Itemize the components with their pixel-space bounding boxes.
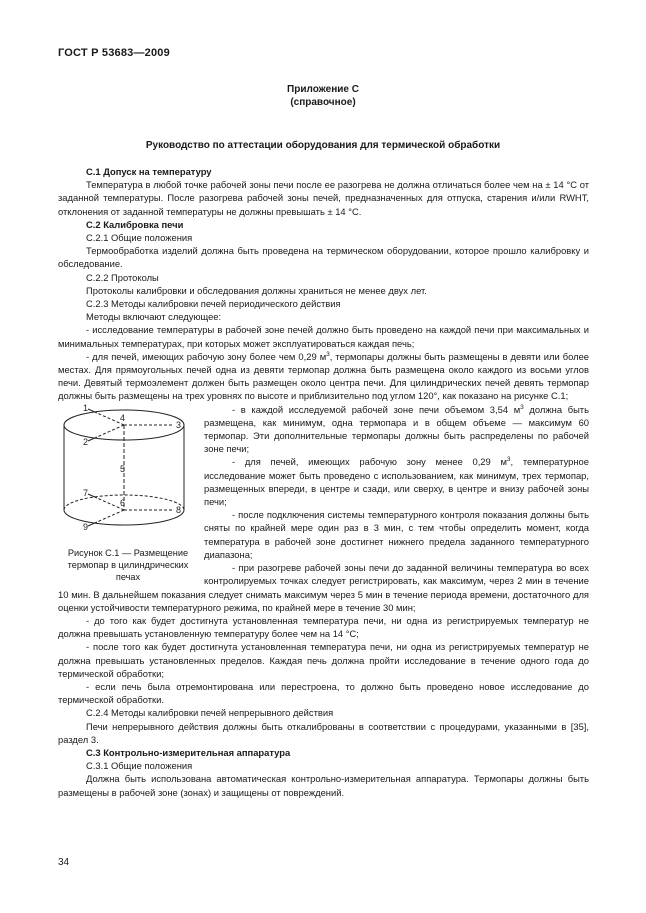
section-heading-c3: С.3 Контрольно-измерительная аппаратура <box>86 746 291 758</box>
thermocouple-label-5: 5 <box>120 463 126 474</box>
annex-title: Приложение С <box>287 84 359 95</box>
thermocouple-label-8: 8 <box>176 504 182 515</box>
section-heading-c1: С.1 Допуск на температуру <box>86 166 212 177</box>
paragraph: Термообработка изделий должна быть проведена на термическом оборудовании, которое прошло калибровку и обследование. <box>58 245 589 270</box>
document-body <box>58 165 589 799</box>
subsection-heading: С.2.1 Общие положения <box>86 232 193 244</box>
thermocouple-label-9: 9 <box>83 521 89 532</box>
thermocouple-label-3: 3 <box>176 419 182 430</box>
list-item: - для печей, имеющих рабочую зону менее 0,29 $м^3$, температурное исследование может быть проведено с использованием, как минимум, трех термопар, размещенных впереди, в центре и сзади, или сверху, в центре и внизу рабочей зоны печи; <box>204 456 589 508</box>
figure-block <box>58 403 589 614</box>
paragraph: Печи непрерывного действия должны быть откалиброваны в соответствии с процедурами, указанными в [35], раздел 3. <box>58 720 589 745</box>
paragraph: Протоколы калибровки и обследования должны храниться не менее двух лет. <box>86 284 427 296</box>
thermocouple-label-4: 4 <box>120 412 126 423</box>
main-title: Руководство по аттестации оборудования для термической обработки <box>145 140 501 151</box>
thermocouple-label-6: 6 <box>120 497 126 508</box>
subsection-heading: С.3.1 Общие положения <box>86 760 193 772</box>
figure <box>58 403 198 583</box>
figure-caption: Рисунок С.1 — Размещение термопар в цилиндрических печах <box>67 547 189 582</box>
document-code: ГОСТ Р 53683—2009 <box>58 47 170 59</box>
list-item: - в каждой исследуемой рабочей зоне печи объемом 3,54 $м^3$ должна быть размещена, как минимум, одна термопара и в общем объеме — максимум 60 термопар. Эти дополнительные термопары должны быть распределены по рабочей зоне печи; <box>204 403 589 455</box>
page-number: 34 <box>58 857 70 868</box>
subsection-heading: С.2.4 Методы калибровки печей непрерывного действия <box>86 707 334 719</box>
cylinder-diagram <box>58 403 198 545</box>
thermocouple-label-7: 7 <box>83 487 89 498</box>
list-item: - до того как будет достигнута установленная температура печи, ни одна из регистрируемых температур не должна превышать установленную температуру более чем на 14 °С; <box>58 614 589 640</box>
list-item: - для печей, имеющих рабочую зону более чем 0,29 $м^3$, термопары должны быть размещены в девяти или более местах. Для прямоугольных печей одна из девяти термопар должна быть размещена около каждого из восьми углов печи. Девятый термоэлемент должен быть размещен около центра печи. Для цилиндрических печей девять термопар должны быть размещены на трех уровнях по высоте и приблизительно под углом 120°, как показано на рисунке С.1; <box>58 350 590 402</box>
thermocouple-label-1: 1 <box>83 402 89 413</box>
subsection-heading: С.2.3 Методы калибровки печей периодического действия <box>86 298 341 310</box>
paragraph: Температура в любой точке рабочей зоны печи после ее разогрева не должна отличаться более чем на ± 14 °С от заданной температуры. После разогрева рабочей зоны печей, предназначенных для отпуска, старения и/или RWHT, отклонения от заданной температуры не должны превышать ± 14 °С. <box>58 179 589 217</box>
subsection-heading: С.2.2 Протоколы <box>86 271 159 283</box>
list-item: - при разогреве рабочей зоны печи до заданной величины температура во всех контролируемых точках следует регистрировать, как максимум, через 2 мин в течение 10 мин. В дальнейшем показания следует снимать максимум через 5 мин в течение периода времени, достаточного для оценки устойчивости температурного режима, по крайней мере в течение 30 мин; <box>58 562 589 613</box>
paragraph: Должна быть использована автоматическая контрольно-измерительная аппаратура. Термопары должны быть размещены в рабочей зоне (зонах) и защищены от повреждений. <box>58 773 589 798</box>
annex-subtitle: (справочное) <box>290 97 356 108</box>
thermocouple-label-2: 2 <box>83 436 89 447</box>
list-item: - после того как будет достигнута установленная температура печи, ни одна из регистрируемых температур не должна превышать установленных пределов. Каждая печь должна пройти исследование в течение одного года до термической обработки; <box>58 641 589 679</box>
list-item: - после подключения системы температурного контроля показания должны быть сняты по крайней мере один раз в 3 мин, с тем чтобы определить момент, когда температура в рабочей зоне достигнет нижнего предела заданного температурного диапазона; <box>204 509 589 560</box>
paragraph: Методы включают следующее: <box>86 311 222 323</box>
list-item: - если печь была отремонтирована или перестроена, то должно быть проведено новое исследование до термической обработки. <box>58 680 589 706</box>
section-heading-c2: С.2 Калибровка печи <box>86 218 184 230</box>
list-item: - исследование температуры в рабочей зоне печей должно быть проведено на каждой печи при максимальных и минимальных температурах, при которых может эксплуатироваться каждая печь; <box>58 324 589 349</box>
